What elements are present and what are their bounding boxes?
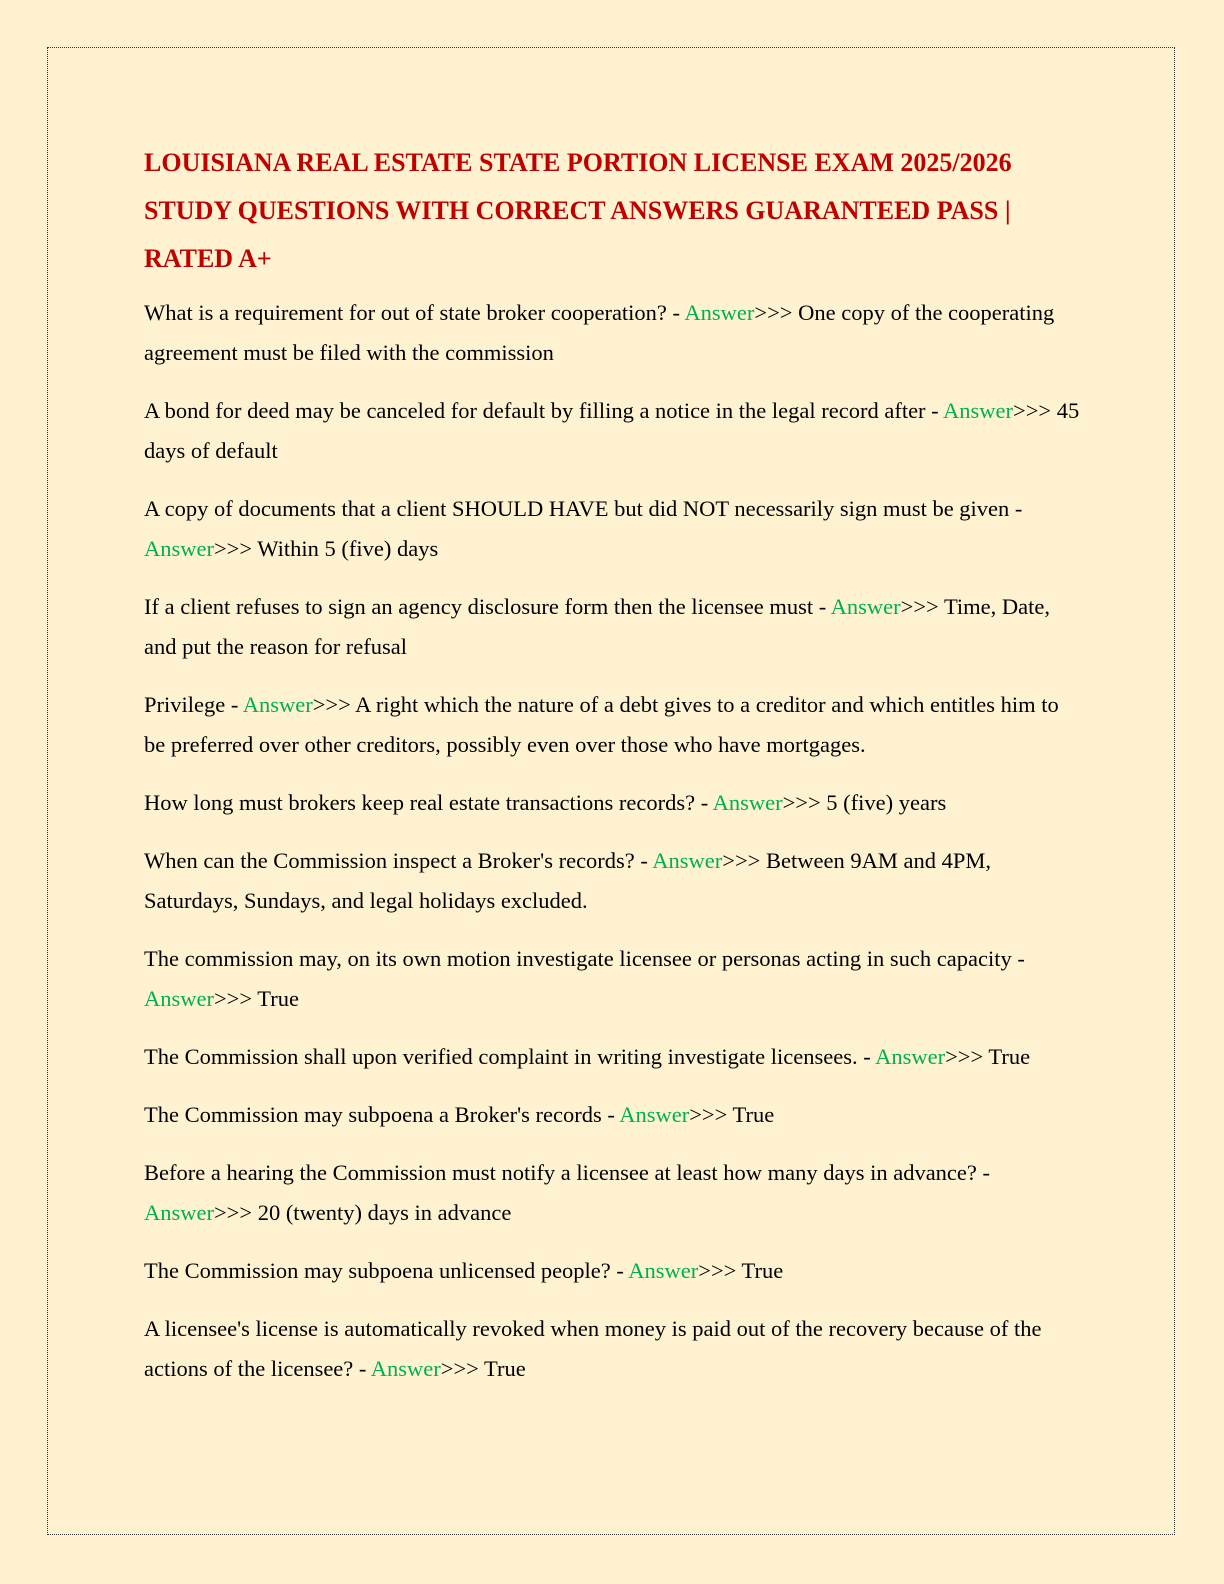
answer-marker: >>> bbox=[698, 1258, 737, 1283]
answer-marker: >>> bbox=[440, 1356, 479, 1381]
qa-item bbox=[144, 1251, 1080, 1291]
answer-label: Answer bbox=[242, 692, 313, 717]
answer-text: 20 (twenty) days in advance bbox=[252, 1200, 512, 1225]
question-text: What is a requirement for out of state broker cooperation? - bbox=[144, 300, 685, 325]
answer-text: True bbox=[736, 1258, 784, 1283]
question-text: The commission may, on its own motion investigate licensee or personas acting in such capacity - bbox=[144, 946, 1025, 971]
answer-text: 45 days of default bbox=[144, 398, 1080, 463]
qa-item bbox=[144, 587, 1080, 667]
answer-text: Between 9AM and 4PM, Saturdays, Sundays, and legal holidays excluded. bbox=[144, 848, 991, 913]
answer-label: Answer bbox=[830, 594, 901, 619]
answer-marker: >>> bbox=[782, 790, 821, 815]
answer-label: Answer bbox=[943, 398, 1014, 423]
answer-marker: >>> bbox=[312, 692, 351, 717]
question-text: Before a hearing the Commission must notify a licensee at least how many days in advance? - bbox=[144, 1160, 991, 1185]
answer-text: True bbox=[478, 1356, 526, 1381]
qa-item bbox=[144, 841, 1080, 921]
answer-text: Time, Date, and put the reason for refusal bbox=[144, 594, 1050, 659]
answer-marker: >>> bbox=[1013, 398, 1052, 423]
answer-label: Answer bbox=[144, 986, 214, 1011]
question-text: A copy of documents that a client SHOULD HAVE but did NOT necessarily sign must be given - bbox=[144, 496, 1023, 521]
qa-item bbox=[144, 489, 1080, 569]
qa-item bbox=[144, 391, 1080, 471]
question-text: Privilege - bbox=[144, 692, 243, 717]
answer-text: 5 (five) years bbox=[820, 790, 947, 815]
answer-marker: >>> bbox=[945, 1044, 984, 1069]
question-text: The Commission may subpoena unlicensed people? - bbox=[144, 1258, 629, 1283]
answer-marker: >>> bbox=[900, 594, 939, 619]
answer-text: One copy of the cooperating agreement must be filed with the commission bbox=[144, 300, 1055, 365]
qa-item bbox=[144, 939, 1080, 1019]
qa-item bbox=[144, 1037, 1080, 1077]
answer-label: Answer bbox=[684, 300, 755, 325]
answer-marker: >>> bbox=[213, 986, 253, 1011]
question-text: How long must brokers keep real estate transactions records? - bbox=[144, 790, 713, 815]
document-title: LOUISIANA REAL ESTATE STATE PORTION LICENSE EXAM 2025/2026 STUDY QUESTIONS WITH CORRECT ANSWERS GUARANTEED PASS | RATED A+ bbox=[144, 148, 1012, 273]
document-body bbox=[144, 139, 1080, 1407]
answer-label: Answer bbox=[628, 1258, 699, 1283]
answer-marker: >>> bbox=[754, 300, 793, 325]
answer-marker: >>> bbox=[213, 1200, 253, 1225]
qa-item bbox=[144, 783, 1080, 823]
answer-label: Answer bbox=[370, 1356, 441, 1381]
answer-label: Answer bbox=[144, 536, 214, 561]
answer-text: Within 5 (five) days bbox=[252, 536, 439, 561]
answer-label: Answer bbox=[875, 1044, 946, 1069]
question-text: When can the Commission inspect a Broker's records? - bbox=[144, 848, 653, 873]
answer-text: True bbox=[983, 1044, 1031, 1069]
answer-label: Answer bbox=[619, 1102, 690, 1127]
qa-item bbox=[144, 293, 1080, 373]
answer-marker: >>> bbox=[213, 536, 253, 561]
qa-item bbox=[144, 1095, 1080, 1135]
answer-text: True bbox=[727, 1102, 775, 1127]
qa-item bbox=[144, 1309, 1080, 1389]
qa-item bbox=[144, 685, 1080, 765]
answer-marker: >>> bbox=[689, 1102, 728, 1127]
question-text: A bond for deed may be canceled for default by filling a notice in the legal record after - bbox=[144, 398, 944, 423]
question-text: The Commission may subpoena a Broker's records - bbox=[144, 1102, 620, 1127]
answer-marker: >>> bbox=[722, 848, 761, 873]
question-text: The Commission shall upon verified complaint in writing investigate licensees. - bbox=[144, 1044, 876, 1069]
answer-text: True bbox=[252, 986, 299, 1011]
qa-item bbox=[144, 1153, 1080, 1233]
question-text: A licensee's license is automatically revoked when money is paid out of the recovery because of the actions of the licensee? - bbox=[144, 1316, 1042, 1381]
answer-text: A right which the nature of a debt gives to a creditor and which entitles him to be preferred over other creditors, possibly even over those who have mortgages. bbox=[144, 692, 1059, 757]
answer-label: Answer bbox=[652, 848, 723, 873]
answer-label: Answer bbox=[712, 790, 783, 815]
answer-label: Answer bbox=[144, 1200, 214, 1225]
question-text: If a client refuses to sign an agency disclosure form then the licensee must - bbox=[144, 594, 831, 619]
